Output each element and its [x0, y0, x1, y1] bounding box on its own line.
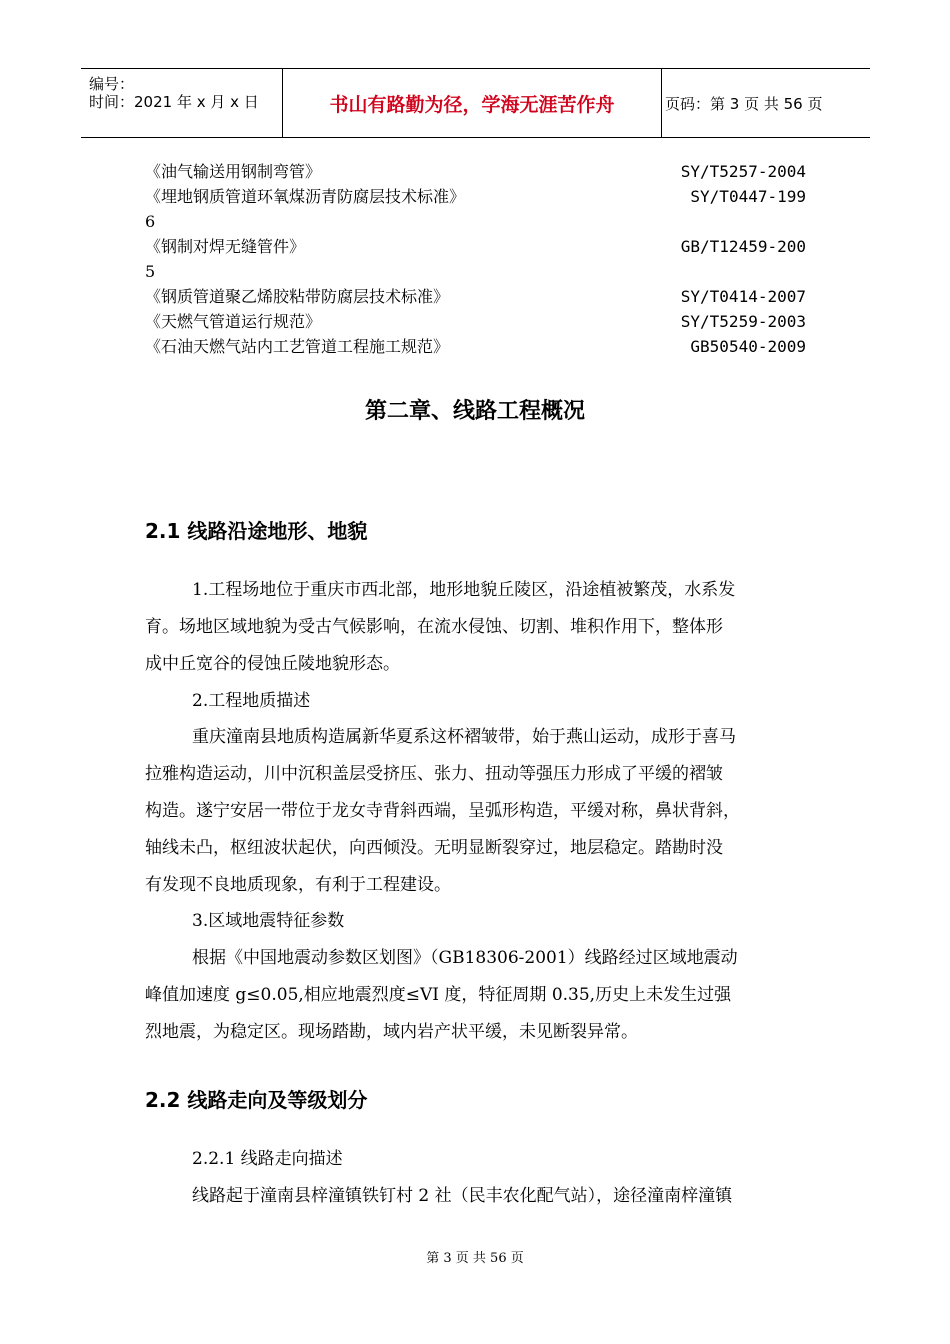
chapter-title: 第二章、线路工程概况 [364, 399, 585, 424]
paragraph-line: 烈地震，为稳定区。现场踏勘，域内岩产状平缓，未见断裂异常。 [145, 1022, 638, 1042]
paragraph-line: 线路起于潼南县梓潼镇铁钉村 2 社（民丰农化配气站），途径潼南梓潼镇 [192, 1186, 733, 1206]
paragraph-line: 成中丘宽谷的侵蚀丘陵地貌形态。 [145, 654, 400, 674]
document-time-label: 时间：2021 年 x 月 x 日 [89, 93, 259, 111]
paragraph-line: 重庆潼南县地质构造属新华夏系这杯褶皱带，始于燕山运动，成形于喜马 [192, 727, 736, 747]
paragraph-line: 轴线未凸，枢纽波状起伏，向西倾没。无明显断裂穿过，地层稳定。踏勘时没 [145, 838, 723, 858]
section-heading: 2.2 线路走向及等级划分 [145, 1088, 368, 1112]
reference-title: 《天燃气管道运行规范》 [145, 312, 322, 331]
reference-code: GB50540-2009 [690, 337, 806, 356]
reference-code-wrap: 5 [145, 262, 156, 281]
paragraph-line: 育。场地区域地貌为受古气候影响，在流水侵蚀、切割、堆积作用下，整体形 [145, 617, 723, 637]
paragraph-line: 峰值加速度 g≤0.05,相应地震烈度≤VI 度，特征周期 0.35,历史上未发生过强 [145, 985, 732, 1005]
header-divider [661, 69, 662, 137]
paragraph-line: 有发现不良地质现象，有利于工程建设。 [145, 875, 451, 895]
reference-code: SY/T0447-199 [690, 187, 806, 206]
reference-code: SY/T5259-2003 [680, 312, 806, 331]
reference-code: GB/T12459-200 [680, 237, 806, 256]
reference-title: 《油气输送用钢制弯管》 [145, 162, 322, 181]
header-motto: 书山有路勤为径，学海无涯苦作舟 [329, 93, 615, 116]
paragraph-line: 1.工程场地位于重庆市西北部，地形地貌丘陵区，沿途植被繁茂，水系发 [192, 580, 736, 600]
paragraph-line: 构造。遂宁安居一带位于龙女寺背斜西端，呈弧形构造，平缓对称，鼻状背斜， [145, 801, 740, 821]
paragraph-line: 拉雅构造运动，川中沉积盖层受挤压、张力、扭动等强压力形成了平缓的褶皱 [145, 764, 723, 784]
page-footer: 第 3 页 共 56 页 [426, 1251, 524, 1266]
subsection-label: 2.2.1 线路走向描述 [192, 1149, 343, 1169]
reference-title: 《钢制对焊无缝管件》 [145, 237, 306, 256]
paragraph-line: 根据《中国地震动参数区划图》（GB18306-2001）线路经过区域地震动 [192, 948, 738, 968]
page-header [81, 68, 870, 138]
reference-title: 《钢质管道聚乙烯胶粘带防腐层技术标准》 [145, 287, 450, 306]
reference-title: 《埋地钢质管道环氧煤沥青防腐层技术标准》 [145, 187, 466, 206]
document-number-label: 编号： [89, 75, 135, 93]
reference-code: SY/T0414-2007 [680, 287, 806, 306]
reference-code: SY/T5257-2004 [680, 162, 806, 181]
reference-title: 《石油天燃气站内工艺管道工程施工规范》 [145, 337, 450, 356]
subsection-label: 3.区域地震特征参数 [192, 911, 345, 931]
header-meta [81, 69, 282, 137]
section-heading: 2.1 线路沿途地形、地貌 [145, 519, 368, 543]
reference-code-wrap: 6 [145, 212, 156, 231]
subsection-label: 2.工程地质描述 [192, 691, 311, 711]
header-page-info: 页码：第 3 页 共 56 页 [665, 94, 823, 113]
